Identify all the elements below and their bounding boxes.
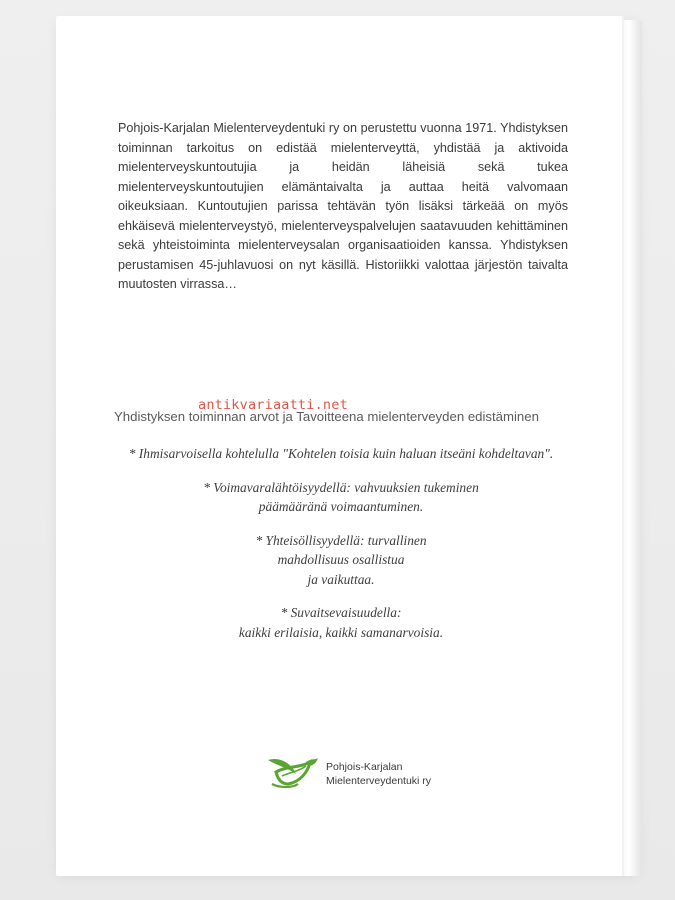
book-back-cover (56, 16, 624, 876)
value-line: päämääränä voimaantuminen. (258, 499, 424, 514)
value-line: * Suvaitsevaisuudella: (280, 605, 402, 620)
value-line: mahdollisuus osallistua (277, 552, 405, 567)
values-list (76, 444, 606, 656)
value-item-suvaitsevaisuus (76, 603, 606, 642)
values-heading: Yhdistyksen toiminnan arvot ja Tavoitteena mielenterveyden edistäminen (114, 409, 539, 424)
value-line: * Ihmisarvoisella kohtelulla "Kohtelen toisia kuin haluan itseäni kohdeltavan". (128, 446, 554, 461)
value-item-voimavara (76, 478, 606, 517)
value-line: * Yhteisöllisyydellä: turvallinen (255, 532, 427, 548)
value-line: * Voimavaralähtöisyydellä: vahvuuksien tukeminen (203, 479, 479, 495)
watermark-text: antikvariaatti.net (198, 397, 348, 413)
publisher-name (326, 761, 431, 788)
value-item-ihmisarvo (76, 444, 606, 464)
publisher-name-line1: Pohjois-Karjalan (326, 761, 403, 773)
value-line: ja vaikuttaa. (307, 571, 375, 587)
value-item-yhteisollisyys (76, 531, 606, 590)
blurb-text: Pohjois-Karjalan Mielenterveydentuki ry on perustettu vuonna 1971. Yhdistyksen toiminnan tarkoitus on edistää mielenterveyttä, yhdistää ja aktivoida mielenterveyskuntoutujia ja heidän läheisiä sekä tukea mielenterveyskuntoutujien elämäntaivalta ja auttaa heitä valvomaan oikeuksiaan. Kuntoutujien parissa tehtävän työn lisäksi tärkeää on myös ehkäisevä mielenterveystyö, mielenterveyspalvelujen saatavuuden kehittäminen sekä yhteistoiminta mielenterveysalan organisaatioiden kanssa. Yhdistyksen perustamisen 45-juhlavuosi on nyt käsillä. Historiikki valottaa järjestön taivalta muutosten virrassa… (118, 121, 568, 291)
value-line: kaikki erilaisia, kaikki samanarvoisia. (238, 624, 444, 640)
publisher-logo (266, 754, 516, 794)
publisher-name-line2: Mielenterveydentuki ry (326, 774, 432, 787)
green-bird-leaf-logo-icon (266, 754, 320, 790)
